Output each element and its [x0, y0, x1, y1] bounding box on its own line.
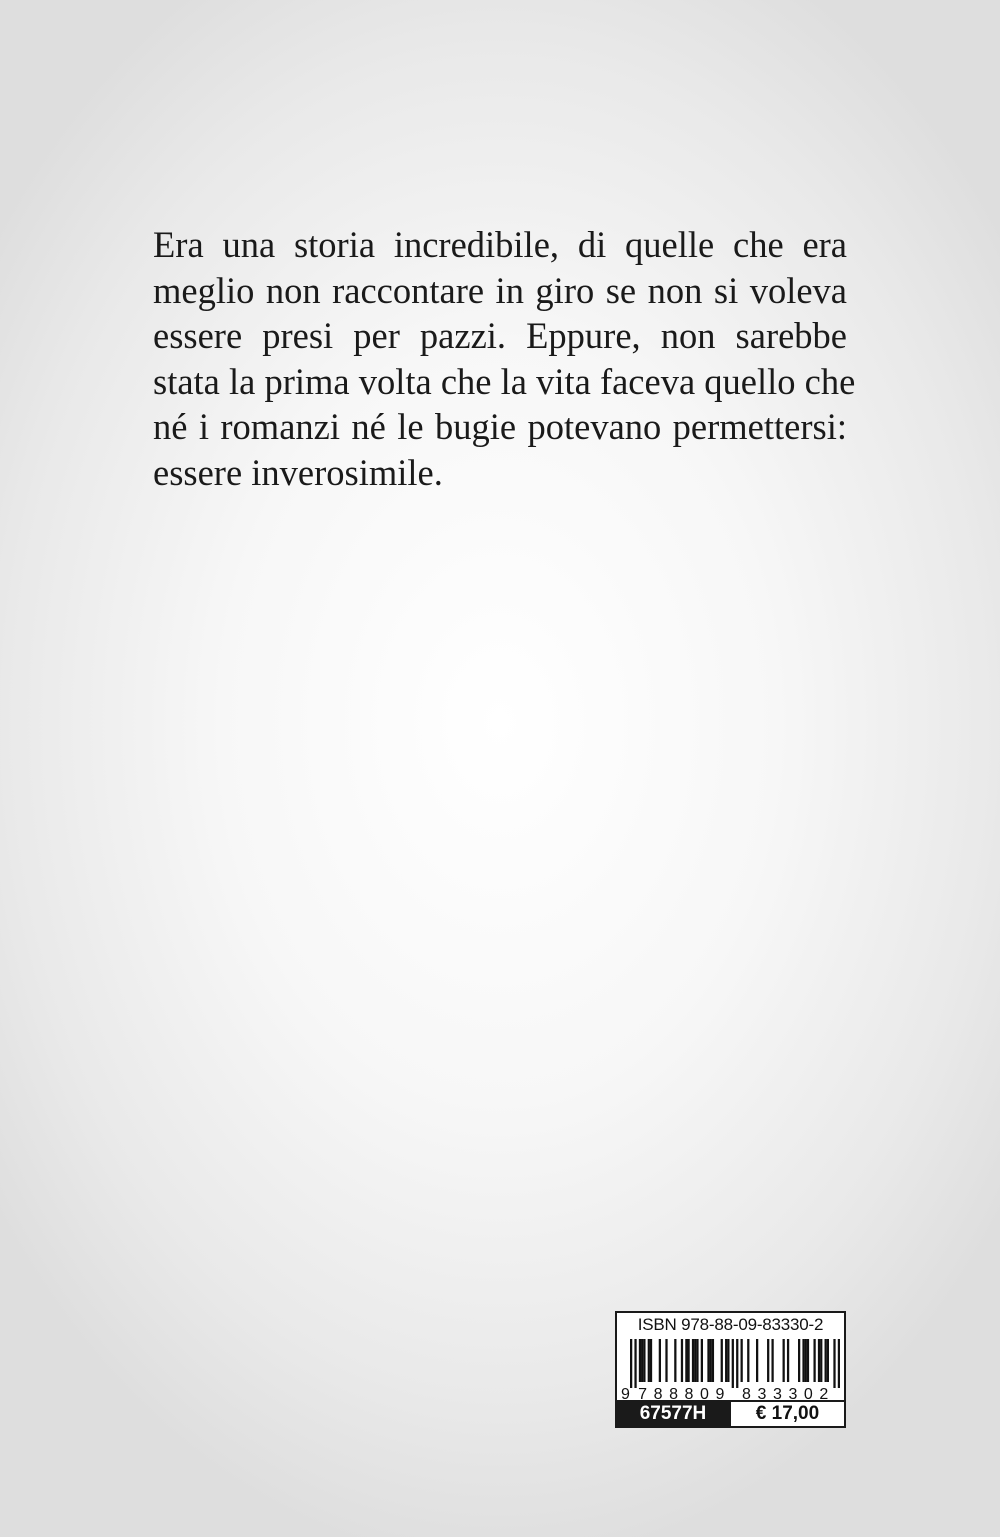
barcode-bar — [687, 1339, 689, 1382]
barcode-digit: 9 — [621, 1386, 630, 1400]
barcode-bar — [634, 1339, 636, 1388]
barcode-bar — [696, 1339, 698, 1382]
barcode-bar — [798, 1339, 800, 1382]
barcode-digit: 0 — [803, 1386, 813, 1400]
barcode-bar — [818, 1339, 820, 1382]
barcode-bar — [827, 1339, 829, 1382]
barcode-bar — [787, 1339, 789, 1382]
blurb-line: stata la prima volta che la vita faceva quello che — [153, 360, 856, 402]
barcode-digit: 8 — [653, 1386, 663, 1400]
blurb-line: essere presi per pazzi. Eppure, non sarebbe — [153, 315, 847, 357]
barcode-bar — [707, 1339, 709, 1382]
barcode-bar — [630, 1339, 632, 1388]
barcode-bar — [767, 1339, 769, 1382]
barcode-digit: 9 — [715, 1386, 725, 1400]
barcode-digit: 8 — [684, 1386, 694, 1400]
barcode-bar — [783, 1339, 785, 1382]
barcode-label — [615, 1311, 846, 1428]
barcode-bar — [747, 1339, 749, 1382]
barcode-bar — [813, 1339, 815, 1382]
barcode-bar — [756, 1339, 758, 1382]
barcode-image — [621, 1339, 840, 1400]
barcode-bar — [820, 1339, 822, 1382]
isbn-text: ISBN 978-88-09-83330-2 — [637, 1315, 824, 1334]
barcode-bar — [692, 1339, 694, 1382]
barcode-bar — [685, 1339, 687, 1382]
barcode-bar — [665, 1339, 667, 1382]
barcode-digit: 3 — [772, 1386, 782, 1400]
blurb-line: meglio non raccontare in giro se non si voleva — [153, 269, 847, 311]
barcode-bar — [650, 1339, 652, 1382]
barcode-digit: 3 — [788, 1386, 798, 1400]
blurb-line: essere inverosimile. — [153, 451, 443, 493]
blurb-line: né i romanzi né le bugie potevano permettersi: — [153, 406, 847, 448]
barcode-bar — [721, 1339, 723, 1382]
barcode-bar — [659, 1339, 661, 1382]
barcode-bar — [641, 1339, 643, 1382]
barcode-bar — [771, 1339, 773, 1382]
barcode-bar — [701, 1339, 703, 1382]
barcode-digit: 3 — [757, 1386, 767, 1400]
barcode-bar — [833, 1339, 835, 1388]
barcode-bar — [725, 1339, 727, 1382]
barcode-bar — [639, 1339, 641, 1382]
blurb-text — [153, 222, 856, 496]
barcode-bar — [741, 1339, 743, 1382]
barcode-bar — [825, 1339, 827, 1382]
blurb-line: Era una storia incredibile, di quelle che era — [153, 224, 847, 265]
barcode-bar — [727, 1339, 729, 1382]
barcode-bar — [838, 1339, 840, 1388]
barcode-bar — [805, 1339, 807, 1382]
barcode-bar — [681, 1339, 683, 1382]
barcode-bar — [648, 1339, 650, 1382]
barcode-bar — [807, 1339, 809, 1382]
barcode-digit: 8 — [742, 1386, 751, 1400]
barcode-bar — [674, 1339, 676, 1382]
barcode-digit: 0 — [700, 1386, 709, 1400]
product-code: 67577H — [617, 1402, 729, 1426]
barcode-bar — [643, 1339, 645, 1382]
barcode-bar — [694, 1339, 696, 1382]
barcode-bar — [732, 1339, 734, 1388]
barcode-digit: 8 — [669, 1386, 678, 1400]
barcode-bar — [712, 1339, 714, 1382]
barcode-bar — [710, 1339, 712, 1382]
barcode-footer — [617, 1400, 844, 1426]
barcode-digit: 2 — [819, 1386, 829, 1400]
price-label: € 17,00 — [729, 1402, 844, 1426]
barcode-bar — [802, 1339, 804, 1382]
barcode-bar — [736, 1339, 738, 1388]
barcode-digit: 7 — [638, 1386, 648, 1400]
